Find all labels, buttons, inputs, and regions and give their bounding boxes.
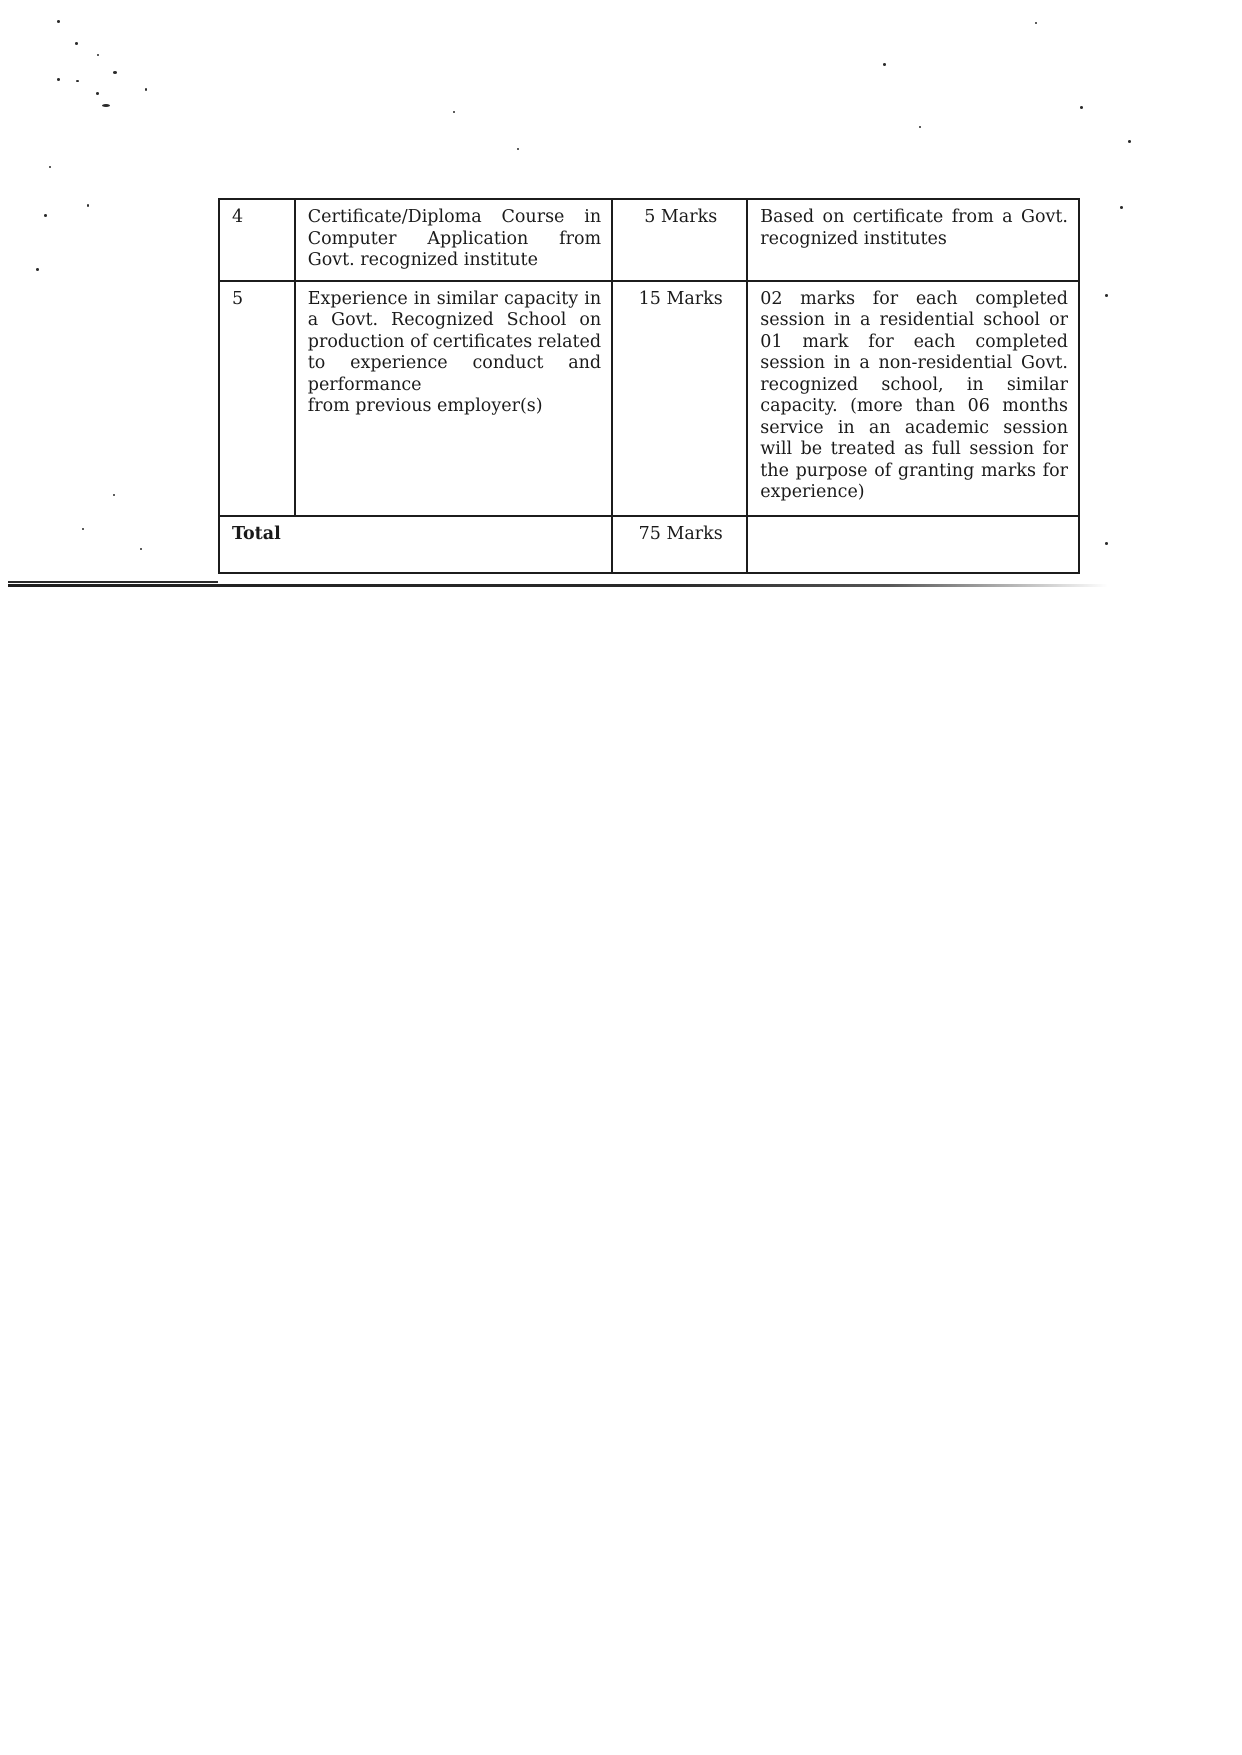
table-row [219,281,1079,516]
marks-cell: 5 Marks [612,199,747,281]
scan-speck [75,42,78,45]
marks-cell: 15 Marks [612,281,747,516]
total-basis-cell [747,516,1079,573]
marks-table [218,198,1080,574]
scan-speck [1105,294,1108,297]
scan-speck [76,80,79,82]
scan-speck [44,214,47,217]
scan-edge-line [8,581,218,583]
scan-speck [883,63,886,66]
criteria-cell [295,281,612,516]
scan-speck [57,20,60,23]
scan-speck [49,166,51,168]
total-marks: 75 Marks [612,516,747,573]
scan-speck [87,204,89,207]
basis-cell: Based on certificate from a Govt. recognized institutes [747,199,1079,281]
scan-speck [453,111,455,113]
scan-speck [1105,542,1108,545]
total-label: Total [219,516,612,573]
criteria-cell: Certificate/Diploma Course in Computer Application from Govt. recognized institute [295,199,612,281]
scan-edge-line [8,584,1108,587]
criteria-extra-text: from previous employer(s) [307,396,543,416]
scan-speck [113,494,115,496]
scan-speck [57,78,60,81]
scan-speck [1035,22,1037,24]
scan-speck [1080,106,1083,109]
scan-speck [113,71,117,74]
basis-cell: 02 marks for each completed session in a residential school or 01 mark for each completed session in a non-residential Govt. recognized school, in similar capacity. (more than 06 months service in an academic session will be treated as full session for the purpose of granting marks for experience) [747,281,1079,516]
total-row [219,516,1079,573]
table-row [219,199,1079,281]
scan-speck [145,88,147,91]
serial-number-cell: 4 [219,199,295,281]
scan-speck [517,148,519,150]
scan-speck [96,92,99,95]
scan-speck [140,548,142,550]
scan-speck [36,268,39,271]
scan-speck [82,528,84,530]
scan-speck [102,104,110,107]
scan-speck [1120,206,1123,209]
scan-speck [97,54,99,56]
criteria-text: Experience in similar capacity in a Govt. Recognized School on production of certificates related to experience conduct and performance [307,288,602,395]
scan-speck [1128,140,1131,143]
serial-number-cell: 5 [219,281,295,516]
scan-speck [919,126,921,128]
